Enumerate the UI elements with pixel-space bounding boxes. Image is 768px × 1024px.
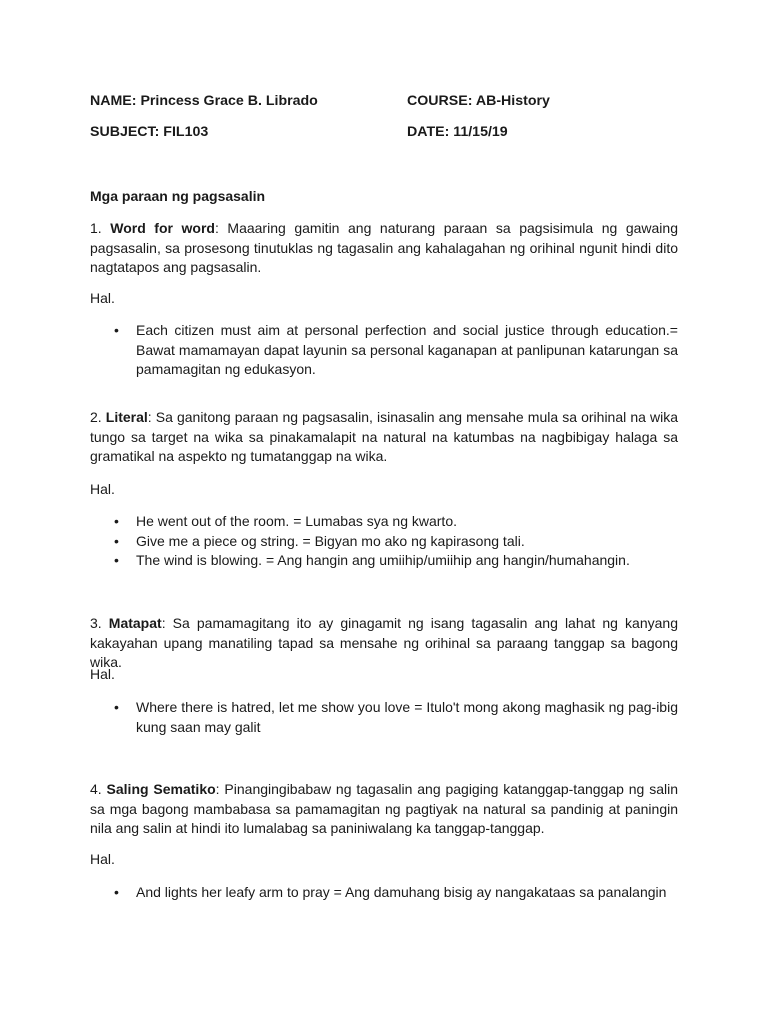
section-2-paragraph [90, 408, 678, 467]
section-4-body: : Pinangingibabaw ng tagasalin ang pagiging katanggap-tanggap ng salin sa mga bagong mambabasa sa pamamagitan ng pagtiyak na natural sa pandinig at paningin nila ang salin at hindi ito lumalabag sa paniniwalang ka tanggap-tanggap. [90, 781, 678, 836]
list-item [90, 532, 678, 552]
bullet-icon: • [114, 552, 119, 568]
list-item [90, 883, 678, 903]
example-text: He went out of the room. = Lumabas sya ng kwarto. [136, 513, 458, 529]
bullet-icon: • [114, 532, 119, 549]
section-1-paragraph [90, 219, 678, 278]
section-1-body: : Maaaring gamitin ang naturang paraan sa pagsisimula ng gawaing pagsasalin, sa prosesong tinutuklas ng tagasalin ang kahalagahan ng orihinal ngunit hindi dito nagtatapos ang pagsasalin. [90, 220, 678, 275]
bullet-icon: • [114, 884, 119, 900]
example-text: The wind is blowing. = Ang hangin ang umiihip/umiihip ang hangin/humahangin. [136, 552, 630, 568]
section-2-term: Literal [105, 409, 148, 425]
date: DATE: 11/15/19 [407, 124, 508, 140]
section-3-term: Matapat [108, 615, 162, 631]
section-3-body: : Sa pamamagitang ito ay ginagamit ng isang tagasalin ang lahat ng kanyang kakayahan upang manatiling tapad sa mensahe ng orihinal sa paraang tanggap sa bagong wika. [90, 615, 678, 670]
section-3-number: 3. [90, 615, 109, 631]
list-item [90, 551, 678, 571]
section-3-paragraph [90, 614, 678, 673]
section-4-hal: Hal. [90, 851, 115, 867]
example-text: Give me a piece og string. = Bigyan mo ako ng kapirasong tali. [136, 532, 525, 549]
list-item [90, 512, 678, 532]
example-text: And lights her leafy arm to pray = Ang damuhang bisig ay nangakataas sa panalangin [136, 884, 667, 900]
section-4-term: Saling Sematiko [106, 781, 216, 797]
student-name: NAME: Princess Grace B. Librado [90, 93, 318, 109]
list-item [90, 321, 678, 380]
section-2-body: : Sa ganitong paraan ng pagsasalin, isinasalin ang mensahe mula sa orihinal na wika tungo sa target na wika sa pinakamalapit na natural na katumbas na nagbibigay halaga sa gramatikal na aspekto ng tumatanggap na wika. [90, 409, 678, 464]
section-3-hal: Hal. [90, 666, 115, 682]
bullet-icon: • [114, 322, 119, 338]
list-item [90, 698, 678, 737]
section-2-number: 2. [90, 409, 106, 425]
section-1-number: 1. [90, 220, 111, 236]
section-2-hal: Hal. [90, 481, 115, 497]
section-1-term: Word for word [110, 220, 215, 236]
section-4-examples [90, 883, 678, 903]
section-4-number: 4. [90, 781, 107, 797]
subject: SUBJECT: FIL103 [90, 124, 209, 140]
example-text: Where there is hatred, let me show you love = Itulo't mong akong maghasik ng pag-ibig kung saan may galit [136, 699, 678, 735]
course: COURSE: AB-History [407, 93, 550, 109]
section-4-paragraph [90, 780, 678, 839]
section-3-examples [90, 698, 678, 737]
document-title: Mga paraan ng pagsasalin [90, 188, 266, 204]
section-1-examples [90, 321, 678, 380]
section-1-hal: Hal. [90, 290, 115, 306]
bullet-icon: • [114, 513, 119, 529]
bullet-icon: • [114, 699, 119, 715]
section-2-examples [90, 512, 678, 571]
example-text: Each citizen must aim at personal perfection and social justice through education.= Bawat mamamayan dapat layunin sa personal kaganapan at panlipunan katarungan sa pamamagitan ng edukasyon. [136, 322, 678, 377]
